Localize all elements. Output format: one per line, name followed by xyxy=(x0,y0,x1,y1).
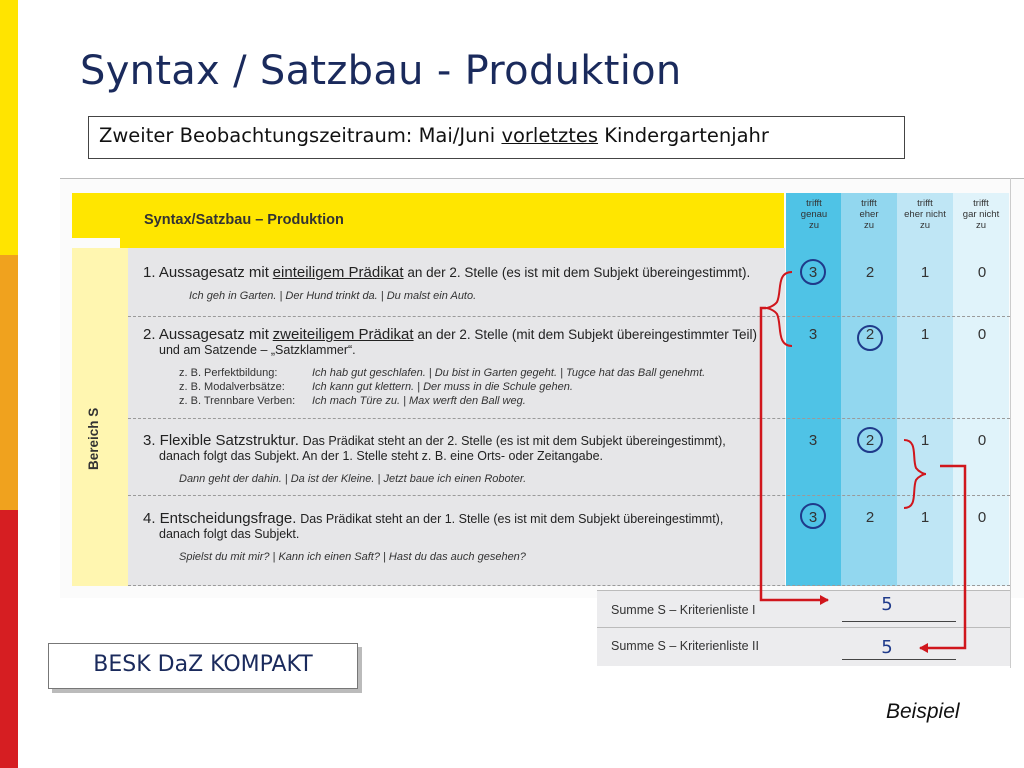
criterion-1-examples: Ich geh in Garten. | Der Hund trinkt da. | Du malst ein Auto. xyxy=(189,290,477,302)
criterion-4-examples: Spielst du mit mir? | Kann ich einen Saft? | Hast du das auch gesehen? xyxy=(179,551,526,563)
arrow-to-sum-1 xyxy=(761,308,828,600)
column-header-line: genau xyxy=(800,209,828,220)
score-value[interactable]: 0 xyxy=(977,509,987,526)
slide-title: Syntax / Satzbau - Produktion xyxy=(80,48,682,94)
score-value[interactable]: 3 xyxy=(808,326,818,343)
form-header-title: Syntax/Satzbau – Produktion xyxy=(144,212,344,228)
criterion-rest: an der 2. Stelle (mit dem Subjekt übereingestimmter Teil) xyxy=(417,327,757,342)
score-value[interactable]: 2 xyxy=(865,509,875,526)
example-note: Beispiel xyxy=(886,700,960,723)
column-header-line: gar nicht xyxy=(962,209,1000,220)
criterion-number: 1. Aussagesatz mit xyxy=(143,264,269,281)
score-value[interactable]: 1 xyxy=(920,509,930,526)
criterion-3-text-line2: danach folgt das Subjekt. An der 1. Stelle steht z. B. eine Orts- oder Zeitangabe. xyxy=(159,449,604,463)
sum-value-1: 5 xyxy=(881,594,893,615)
criterion-key: einteiligem Prädikat xyxy=(272,264,404,281)
column-header-line: zu xyxy=(919,220,931,231)
criterion-3-examples: Dann geht der dahin. | Da ist der Kleine. | Jetzt baue ich einen Roboter. xyxy=(179,473,527,485)
column-header-line: zu xyxy=(863,220,875,231)
score-value[interactable]: 2 xyxy=(865,264,875,281)
sum-value-2: 5 xyxy=(881,637,893,658)
criterion-number: 4. Entscheidungsfrage. xyxy=(143,510,297,527)
section-label: Bereich S xyxy=(86,407,101,470)
example-label: z. B. Modalverbsätze: xyxy=(179,381,285,393)
score-value[interactable]: 1 xyxy=(920,432,930,449)
column-header-line: trifft xyxy=(806,198,822,209)
score-value[interactable]: 2 xyxy=(865,326,875,343)
criterion-number: 2. Aussagesatz mit xyxy=(143,326,269,343)
column-header-line: trifft xyxy=(973,198,989,209)
logo-box: BESK DaZ KOMPAKT xyxy=(48,643,358,689)
criterion-4-text-line2: danach folgt das Subjekt. xyxy=(159,527,300,541)
criterion-rest: an der 2. Stelle (es ist mit dem Subjekt übereingestimmt). xyxy=(407,265,751,280)
score-value[interactable]: 1 xyxy=(920,264,930,281)
example-label: z. B. Perfektbildung: xyxy=(179,367,278,379)
brace-right xyxy=(904,440,926,508)
criterion-rest: Das Prädikat steht an der 1. Stelle (es ist mit dem Subjekt übereingestimmt), xyxy=(300,512,724,526)
score-value[interactable]: 1 xyxy=(920,326,930,343)
criterion-number: 3. Flexible Satzstruktur. xyxy=(143,432,299,449)
criterion-2-text-line2: und am Satzende – „Satzklammer“. xyxy=(159,343,356,357)
column-header-line: trifft xyxy=(917,198,933,209)
column-header-line: eher nicht xyxy=(904,209,946,220)
subtitle-underlined: vorletztes xyxy=(501,124,599,147)
example-text: Ich hab gut geschlafen. | Du bist in Garten gegeht. | Tugce hat das Ball genehmt. xyxy=(312,367,706,379)
score-value[interactable]: 3 xyxy=(808,509,818,526)
column-header-line: trifft xyxy=(861,198,877,209)
score-value[interactable]: 3 xyxy=(808,432,818,449)
column-header-line: eher xyxy=(859,209,879,220)
column-header-line: zu xyxy=(808,220,820,231)
score-value[interactable]: 3 xyxy=(808,264,818,281)
brace-left xyxy=(766,272,792,346)
score-value[interactable]: 2 xyxy=(865,432,875,449)
score-value[interactable]: 0 xyxy=(977,326,987,343)
sum-label-1: Summe S – Kriterienliste I xyxy=(611,603,756,617)
column-header-line: zu xyxy=(975,220,987,231)
sum-label-2: Summe S – Kriterienliste II xyxy=(611,639,759,653)
criterion-rest: Das Prädikat steht an der 2. Stelle (es ist mit dem Subjekt übereingestimmt), xyxy=(302,434,726,448)
example-label: z. B. Trennbare Verben: xyxy=(179,395,296,407)
subtitle-prefix: Zweiter Beobachtungszeitraum: Mai/Juni xyxy=(99,124,502,147)
subtitle-suffix: Kindergartenjahr xyxy=(598,124,769,147)
score-value[interactable]: 0 xyxy=(977,264,987,281)
example-text: Ich mach Türe zu. | Max werft den Ball weg. xyxy=(312,395,526,407)
criterion-key: zweiteiligem Prädikat xyxy=(272,326,414,343)
example-text: Ich kann gut klettern. | Der muss in die Schule gehen. xyxy=(312,381,573,393)
score-value[interactable]: 0 xyxy=(977,432,987,449)
arrow-to-sum-2 xyxy=(920,466,965,648)
